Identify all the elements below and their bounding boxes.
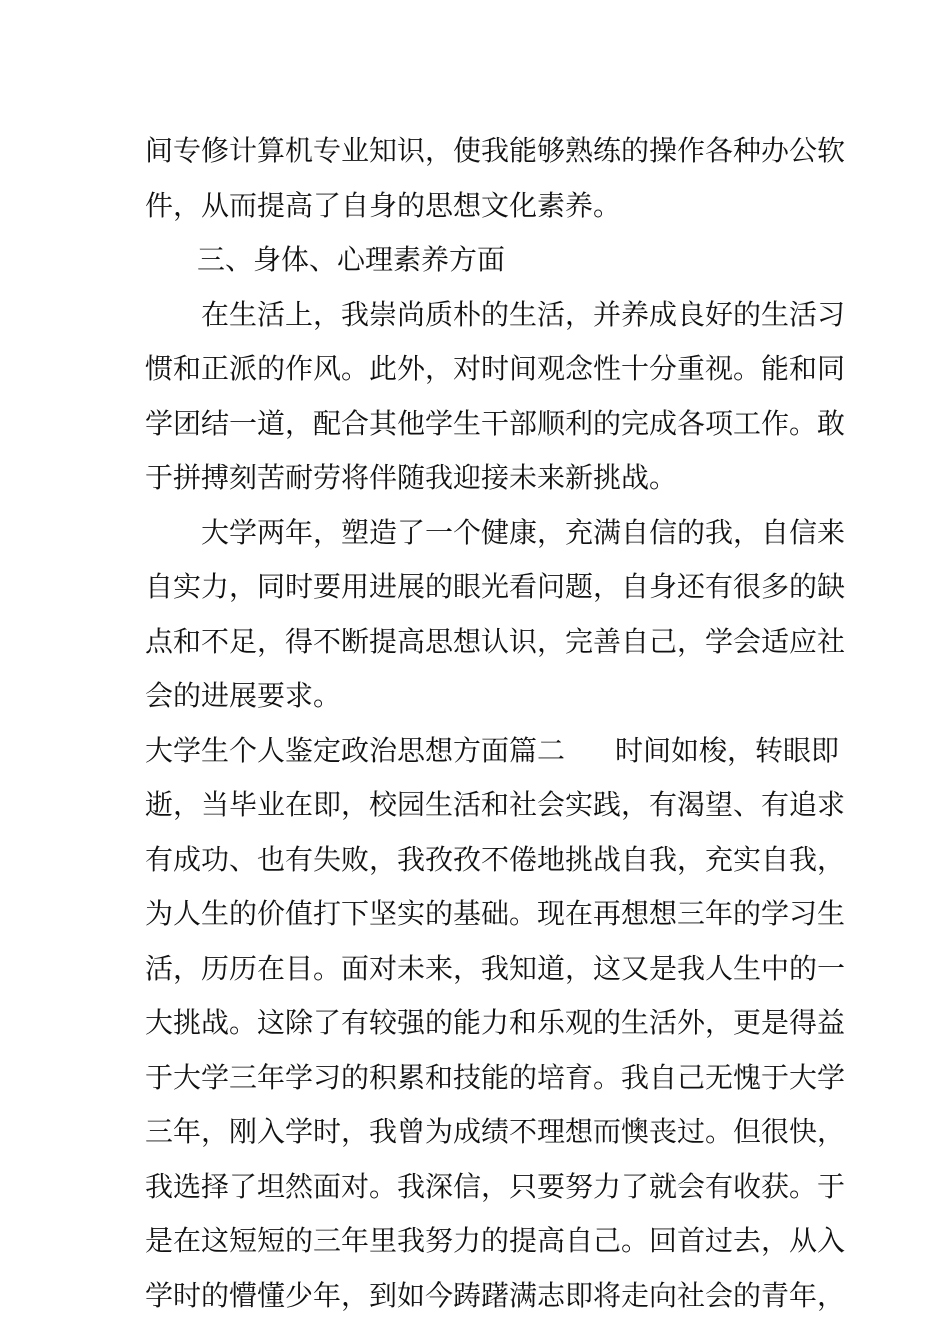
- section-heading: 三、身体、心理素养方面: [197, 243, 506, 276]
- article-title: 大学生个人鉴定政治思想方面篇二: [145, 733, 566, 767]
- text-line: 逝，当毕业在即，校园生活和社会实践，有渴望、有追求: [145, 788, 846, 821]
- text-line: 自实力，同时要用进展的眼光看问题，自身还有很多的缺: [145, 570, 846, 603]
- text-line: 大挑战。这除了有较强的能力和乐观的生活外，更是得益: [145, 1006, 846, 1039]
- text-line: 于大学三年学习的积累和技能的培育。我自己无愧于大学: [145, 1060, 846, 1094]
- text-line: 会的进展要求。: [145, 679, 342, 712]
- text-line: 学团结一道，配合其他学生干部顺利的完成各项工作。敢: [145, 406, 846, 440]
- text-line: 有成功、也有失败，我孜孜不倦地挑战自我，充实自我，: [145, 842, 846, 876]
- text-line: 件，从而提高了自身的思想文化素养。: [145, 188, 622, 222]
- text-line: 活，历历在目。面对未来，我知道，这又是我人生中的一: [145, 951, 846, 985]
- text-line: 于拼搏刻苦耐劳将伴随我迎接未来新挑战。: [145, 461, 678, 494]
- text-line: 三年，刚入学时，我曾为成绩不理想而懊丧过。但很快，: [145, 1115, 846, 1148]
- text-line: 惯和正派的作风。此外，对时间观念性十分重视。能和同: [145, 352, 846, 385]
- text-line: 学时的懵懂少年，到如今踌躇满志即将走向社会的青年，: [145, 1278, 846, 1312]
- text-line: 为人生的价值打下坚实的基础。现在再想想三年的学习生: [145, 897, 846, 930]
- text-line: 我选择了坦然面对。我深信，只要努力了就会有收获。于: [145, 1169, 846, 1203]
- text-segment: 时间如梭，转眼即: [615, 733, 840, 767]
- text-line: 间专修计算机专业知识，使我能够熟练的操作各种办公软: [145, 134, 846, 167]
- text-line: 点和不足，得不断提高思想认识，完善自己，学会适应社: [145, 624, 846, 658]
- text-line: 在生活上，我崇尚质朴的生活，并养成良好的生活习: [201, 297, 846, 331]
- text-line: 大学两年，塑造了一个健康，充满自信的我，自信来: [201, 515, 846, 549]
- text-line: 是在这短短的三年里我努力的提高自己。回首过去，从入: [145, 1224, 846, 1257]
- text-line: [145, 724, 840, 779]
- document-body: [145, 124, 846, 1323]
